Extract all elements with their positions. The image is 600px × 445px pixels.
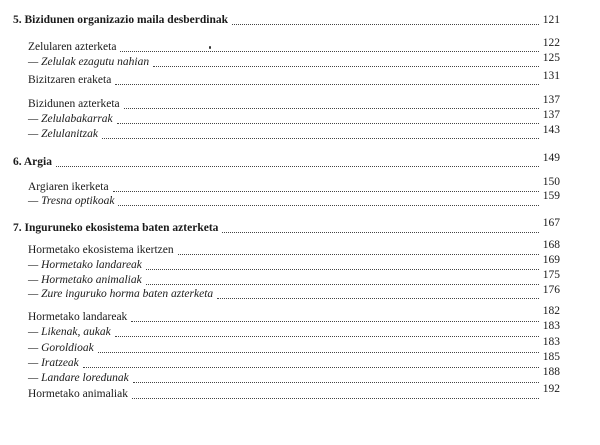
toc-entry-subsection <box>28 356 543 370</box>
toc-entry-label: — Zelulak ezagutu nahian <box>28 56 150 68</box>
toc-entry-label: 7. Inguruneko ekosistema baten azterketa <box>13 222 219 234</box>
toc-entry-page: 122 <box>542 37 560 49</box>
toc-entry-label: — Hormetako animaliak <box>28 274 142 286</box>
toc-entry-page: 137 <box>542 94 560 106</box>
toc-entry-page: 137 <box>542 109 560 121</box>
toc-entry-subsection <box>28 287 543 301</box>
toc-entry-page: 150 <box>542 176 560 188</box>
toc-entry-page: 188 <box>542 366 560 378</box>
toc-entry-subsection <box>28 258 543 272</box>
toc-entry-section <box>28 180 543 194</box>
toc-entry-subsection <box>28 371 543 385</box>
dot-leader <box>102 137 539 139</box>
toc-entry-page: 175 <box>542 269 560 281</box>
toc-entry-section <box>28 40 543 54</box>
toc-entry-label: 6. Argia <box>13 156 52 168</box>
toc-entry-page: 176 <box>542 284 560 296</box>
toc-entry-label: — Iratzeak <box>28 357 79 369</box>
dot-leader <box>113 190 539 192</box>
dot-leader <box>118 204 539 206</box>
toc-entry-label: — Zure inguruko horma baten azterketa <box>28 288 214 300</box>
toc-entry-label: — Zelulabakarrak <box>28 113 113 125</box>
toc-entry-label: — Tresna optikoak <box>28 195 115 207</box>
toc-entry-page: 182 <box>542 305 560 317</box>
dot-leader <box>132 397 539 399</box>
toc-entry-page: 159 <box>542 190 560 202</box>
toc-entry-subsection <box>28 273 543 287</box>
toc-entry-page: 167 <box>542 217 560 229</box>
toc-entry-subsection <box>28 127 543 141</box>
toc-entry-subsection <box>28 325 543 339</box>
toc-entry-chapter-7 <box>13 221 543 235</box>
dot-leader <box>178 253 539 255</box>
toc-entry-page: 185 <box>542 351 560 363</box>
toc-entry-label: Bizitzaren eraketa <box>28 74 112 86</box>
scan-speck <box>209 46 211 49</box>
toc-entry-label: Hormetako animaliak <box>28 388 128 400</box>
toc-entry-chapter-6 <box>13 155 543 169</box>
toc-entry-section <box>28 387 543 401</box>
dot-leader <box>98 351 539 353</box>
dot-leader <box>217 297 539 299</box>
toc-entry-label: 5. Bizidunen organizazio maila desberdinak <box>13 14 229 26</box>
toc-entry-page: 121 <box>542 14 560 26</box>
dot-leader <box>131 320 539 322</box>
toc-entry-page: 131 <box>542 70 560 82</box>
toc-entry-page: 143 <box>542 124 560 136</box>
dot-leader <box>115 335 539 337</box>
toc-entry-label: Hormetako landareak <box>28 311 128 323</box>
toc-entry-section <box>28 310 543 324</box>
dot-leader <box>56 165 539 167</box>
toc-entry-subsection <box>28 55 543 69</box>
toc-entry-page: 183 <box>542 336 560 348</box>
toc-entry-label: Zelularen azterketa <box>28 41 117 53</box>
toc-entry-page: 168 <box>542 239 560 251</box>
dot-leader <box>133 381 539 383</box>
toc-entry-label: Bizidunen azterketa <box>28 98 120 110</box>
toc-entry-label: — Goroldioak <box>28 342 94 354</box>
toc-entry-section <box>28 73 543 87</box>
dot-leader <box>120 50 539 52</box>
toc-entry-page: 125 <box>542 52 560 64</box>
dot-leader <box>146 283 539 285</box>
toc-entry-page: 149 <box>542 152 560 164</box>
toc-entry-section <box>28 97 543 111</box>
toc-entry-label: — Zelulanitzak <box>28 128 98 140</box>
dot-leader <box>83 366 539 368</box>
dot-leader <box>124 107 539 109</box>
toc-entry-label: — Landare loredunak <box>28 372 129 384</box>
toc-entry-subsection <box>28 112 543 126</box>
dot-leader <box>232 23 539 25</box>
toc-entry-label: Hormetako ekosistema ikertzen <box>28 244 174 256</box>
dot-leader <box>222 231 539 233</box>
toc-entry-page: 192 <box>542 383 560 395</box>
dot-leader <box>117 122 539 124</box>
toc-entry-chapter-5 <box>13 13 543 27</box>
toc-entry-subsection <box>28 341 543 355</box>
toc-entry-label: — Likenak, aukak <box>28 326 111 338</box>
toc-entry-section <box>28 243 543 257</box>
dot-leader <box>153 65 539 67</box>
toc-entry-subsection <box>28 194 543 208</box>
toc-entry-page: 169 <box>542 254 560 266</box>
toc-entry-page: 183 <box>542 320 560 332</box>
toc-entry-label: Argiaren ikerketa <box>28 181 109 193</box>
dot-leader <box>146 268 539 270</box>
toc-entry-label: — Hormetako landareak <box>28 259 142 271</box>
dot-leader <box>115 83 539 85</box>
